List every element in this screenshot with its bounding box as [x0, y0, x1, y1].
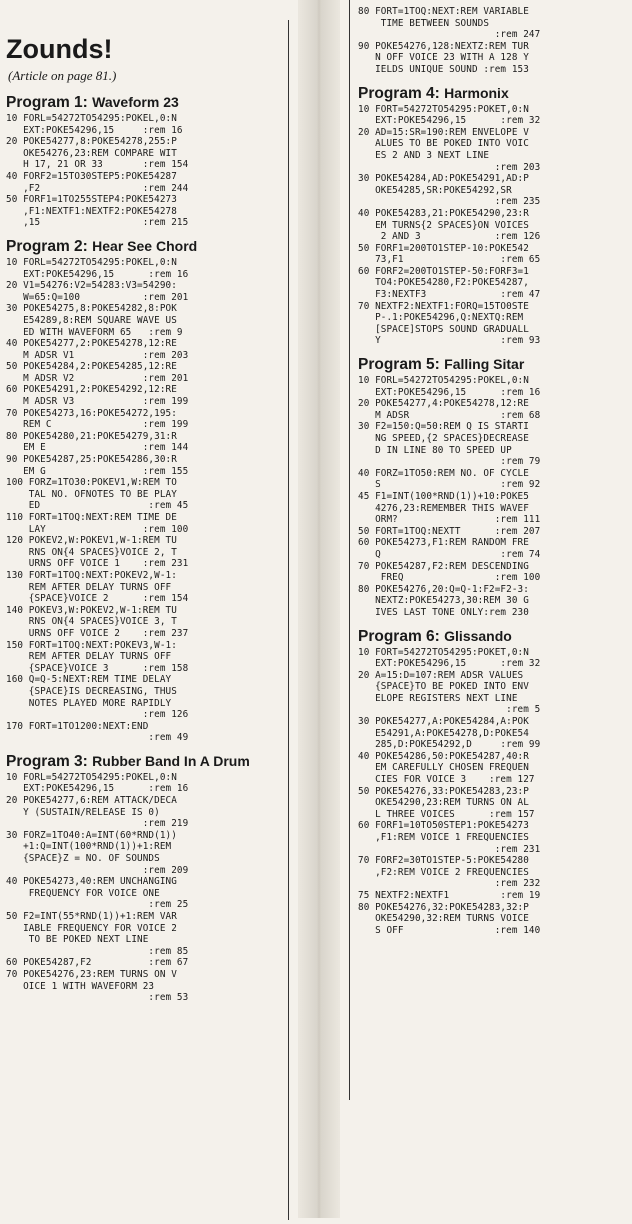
program-listing — [358, 85, 628, 347]
program-listing — [6, 94, 278, 229]
program-code: 10 FORL=54272TO54295:POKEL,0:N EXT:POKE54296,15 :rem 16 20 POKE54277,8:POKE54278,255:P OKE54276,23:REM COMPARE WIT H 17, 21 OR 33 :rem 154 40 FORF2=15TO30STEP5:POKE54287 ,F2 :rem 244 50 FORF1=1TO255STEP4:POKE54273 ,F1:NEXTF1:NEXTF2:POKE54278 ,15 :rem 215 — [6, 113, 189, 229]
program-code: 10 FORL=54272TO54295:POKEL,0:N EXT:POKE54296,15 :rem 16 20 POKE54277,6:REM ATTACK/DECA Y (SUSTAIN/RELEASE IS 0) :rem 219 30 FORZ=1TO40:A=INT(60*RND(1)) +1:Q=INT(100*RND(1))+1:REM {SPACE}Z = NO. OF SOUNDS :rem 209 40 POKE54273,40:REM UNCHANGING FREQUENCY FOR VOICE ONE :rem 25 50 F2=INT(55*RND(1))+1:REM VAR IABLE FREQUENCY FOR VOICE 2 TO BE POKED NEXT LINE :rem 85 60 POKE54287,F2 :rem 67 70 POKE54276,23:REM TURNS ON V OICE 1 WITH WAVEFORM 23 :rem 53 — [6, 771, 189, 1004]
program-listing — [6, 238, 278, 744]
program-listing-continued — [358, 6, 628, 76]
program-title: Falling Sitar — [444, 356, 525, 373]
program-heading — [6, 94, 278, 111]
program-listing — [6, 753, 278, 1004]
program-title: Waveform 23 — [92, 94, 179, 110]
program-label: Program 1: — [6, 94, 88, 111]
program-heading — [358, 356, 628, 373]
program-title: Harmonix — [444, 84, 509, 101]
program-code: 10 FORT=54272TO54295:POKET,0:N EXT:POKE54296,15 :rem 32 20 A=15:D=107:REM ADSR VALUES {SPACE}TO BE POKED INTO ENV ELOPE REGISTERS NEXT LINE :rem 5 30 POKE54277,A:POKE54284,A:POK E54291,A:POKE54278,D:POKE54 285,D:POKE54292,D :rem 99 40 POKE54286,50:POKE54287,40:R EM CAREFULLY CHOSEN FREQUEN CIES FOR VOICE 3 :rem 127 50 POKE54276,33:POKE54283,23:P OKE54290,23:REM TURNS ON AL L THREE VOICES :rem 157 60 FORF1=10TO50STEP1:POKE54273 ,F1:REM VOICE 1 FREQUENCIES :rem 231 70 FORF2=30TO1STEP-5:POKE54280 ,F2:REM VOICE 2 FREQUENCIES :rem 232 75 NEXTF2:NEXTF1 :rem 19 80 POKE54276,32:POKE54283,32:P OKE54290,32:REM TURNS VOICE S OFF :rem 140 — [358, 646, 541, 936]
program-listing — [358, 628, 628, 937]
column-rule-left — [288, 20, 289, 1220]
program-code: 10 FORL=54272TO54295:POKEL,0:N EXT:POKE54296,15 :rem 16 20 POKE54277,4:POKE54278,12:RE M ADSR :rem 68 30 F2=150:Q=50:REM Q IS STARTI NG SPEED,{2 SPACES}DECREASE D IN LINE 80 TO SPEED UP :rem 79 40 FORZ=1TO50:REM NO. OF CYCLE S :rem 92 45 F1=INT(100*RND(1))+10:POKE5 4276,23:REMEMBER THIS WAVEF ORM? :rem 111 50 FORT=1TOQ:NEXTT :rem 207 60 POKE54273,F1:REM RANDOM FRE Q :rem 74 70 POKE54287,F2:REM DESCENDING FREQ :rem 100 80 POKE54276,20:Q=Q-1:F2=F2-3: NEXTZ:POKE54273,30:REM 30 G IVES LAST TONE ONLY:rem 230 — [358, 375, 541, 618]
article-note: (Article on page 81.) — [8, 68, 117, 83]
right-column — [358, 6, 628, 1224]
program-heading — [6, 238, 278, 255]
column-rule-right — [349, 0, 350, 1100]
article-title: Zounds! — [6, 34, 113, 64]
program-label: Program 2: — [6, 237, 88, 255]
program-label: Program 4: — [358, 84, 440, 102]
program-listing — [358, 356, 628, 618]
program-code: 80 FORT=1TOQ:NEXT:REM VARIABLE TIME BETWEEN SOUNDS :rem 247 90 POKE54276,128:NEXTZ:REM TUR N OFF VOICE 23 WITH A 128 Y IELDS UNIQUE SOUND :rem 153 — [358, 6, 541, 75]
program-heading — [6, 753, 278, 770]
page-gutter — [298, 0, 340, 1218]
program-title: Rubber Band In A Drum — [92, 752, 250, 769]
program-title: Glissando — [444, 627, 512, 644]
program-code: 10 FORL=54272TO54295:POKEL,0:N EXT:POKE54296,15 :rem 16 20 V1=54276:V2=54283:V3=54290: W=65:Q=100 :rem 201 30 POKE54275,8:POKE54282,8:POK E54289,8:REM SQUARE WAVE US ED WITH WAVEFORM 65 :rem 9 40 POKE54277,2:POKE54278,12:RE M ADSR V1 :rem 203 50 POKE54284,2:POKE54285,12:RE M ADSR V2 :rem 201 60 POKE54291,2:POKE54292,12:RE M ADSR V3 :rem 199 70 POKE54273,16:POKE54272,195: REM C :rem 199 80 POKE54280,21:POKE54279,31:R EM E :rem 144 90 POKE54287,25:POKE54286,30:R EM G :rem 155 100 FORZ=1TO30:POKEV1,W:REM TO TAL NO. OFNOTES TO BE PLAY ED :rem 45 110 FORT=1TOQ:NEXT:REM TIME DE LAY :rem 100 120 POKEV2,W:POKEV1,W-1:REM TU RNS ON{4 SPACES}VOICE 2, T URNS OFF VOICE 1 :rem 231 130 FORT=1TOQ:NEXT:POKEV2,W-1: REM AFTER DELAY TURNS OFF {SPACE}VOICE 2 :rem 154 140 POKEV3,W:POKEV2,W-1:REM TU RNS ON{4 SPACES}VOICE 3, T URNS OFF VOICE 2 :rem 237 150 FORT=1TOQ:NEXT:POKEV3,W-1: REM AFTER DELAY TURNS OFF {SPACE}VOICE 3 :rem 158 160 Q=Q-5:NEXT:REM TIME DELAY {SPACE}IS DECREASING, THUS NOTES PLAYED MORE RAPIDLY :rem 126 170 FORT=1TO1200:NEXT:END :rem 49 — [6, 256, 189, 744]
program-code: 10 FORT=54272TO54295:POKET,0:N EXT:POKE54296,15 :rem 32 20 AD=15:SR=190:REM ENVELOPE V ALUES TO BE POKED INTO VOIC ES 2 AND 3 NEXT LINE :rem 203 30 POKE54284,AD:POKE54291,AD:P OKE54285,SR:POKE54292,SR :rem 235 40 POKE54283,21:POKE54290,23:R EM TURNS{2 SPACES}ON VOICES 2 AND 3 :rem 126 50 FORF1=200TO1STEP-10:POKE542 73,F1 :rem 65 60 FORF2=200TO1STEP-50:FORF3=1 TO4:POKE54280,F2:POKE54287, F3:NEXTF3 :rem 47 70 NEXTF2:NEXTF1:FORQ=15TO0STE P-.1:POKE54296,Q:NEXTQ:REM [SPACE]STOPS SOUND GRADUALL Y :rem 93 — [358, 103, 541, 347]
program-heading — [358, 628, 628, 645]
program-heading — [358, 85, 628, 102]
program-label: Program 3: — [6, 752, 88, 770]
program-label: Program 6: — [358, 627, 440, 645]
left-column — [6, 0, 278, 1218]
program-label: Program 5: — [358, 356, 440, 374]
program-title: Hear See Chord — [92, 237, 198, 254]
